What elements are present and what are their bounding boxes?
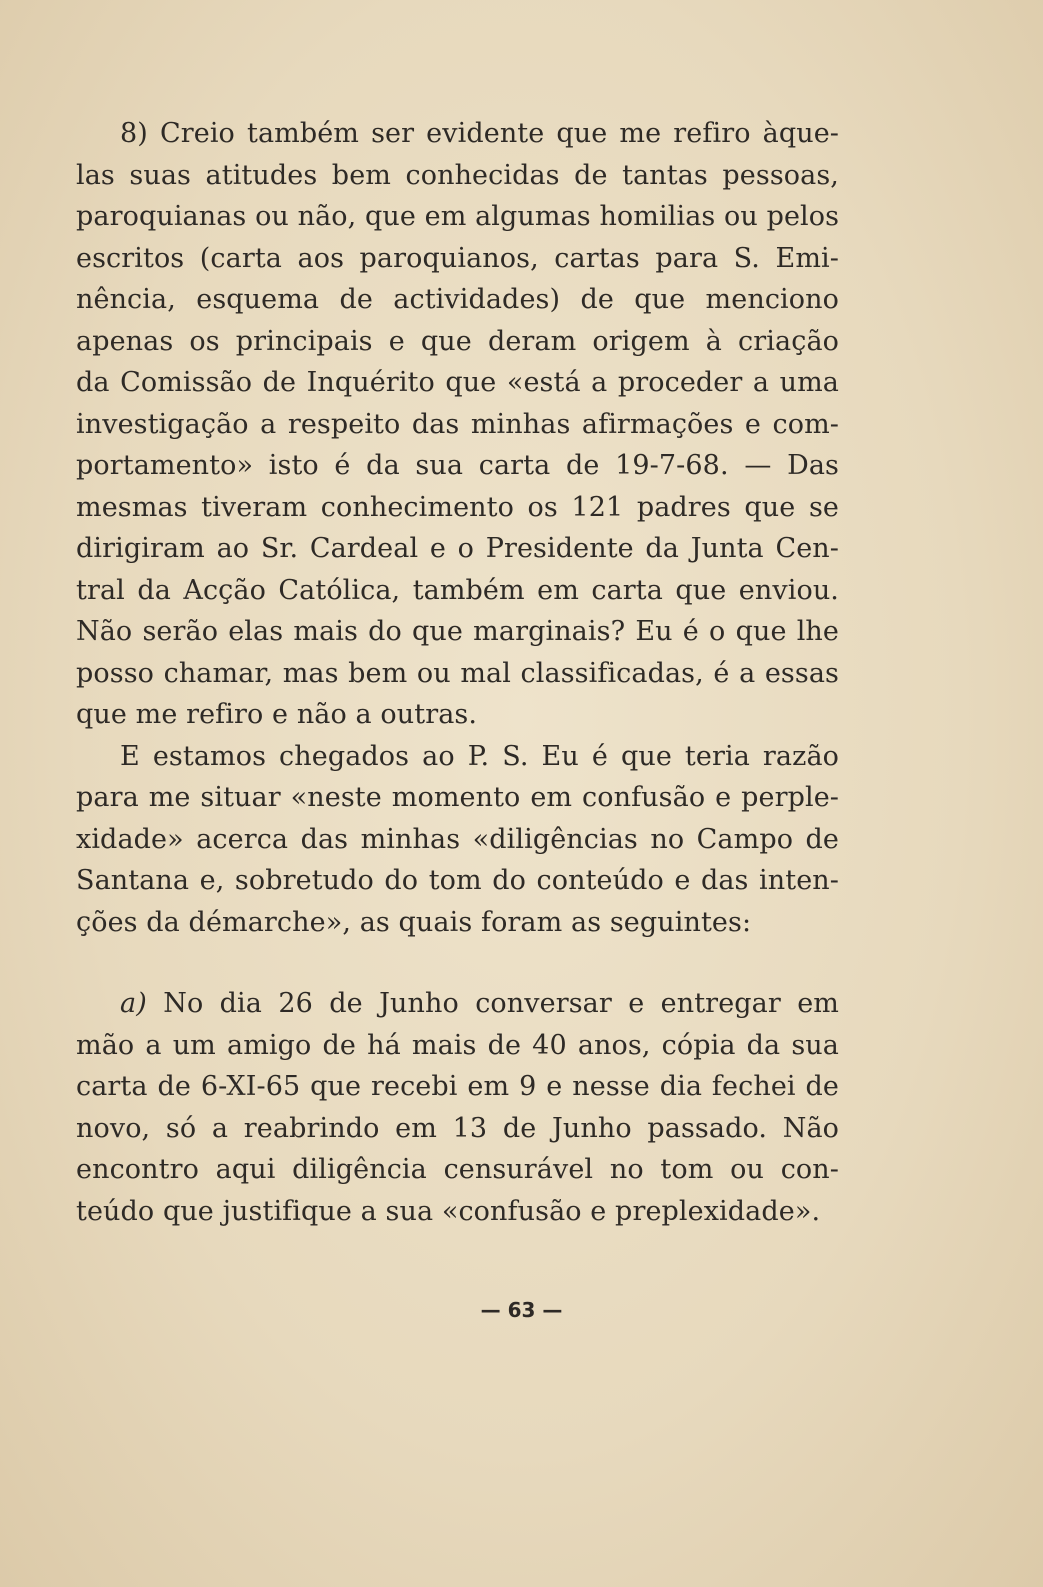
- text-line: que me refiro e não a outras.: [76, 699, 478, 730]
- text-line: Não serão elas mais do que marginais? Eu é o que lhe: [76, 616, 839, 647]
- paragraph-gap: [76, 943, 839, 983]
- text-line: encontro aqui diligência censurável no tom ou con-: [76, 1154, 839, 1185]
- paragraph-item-a: [76, 983, 839, 1232]
- text-line: para me situar «neste momento em confusão e perple-: [76, 782, 839, 813]
- text-line: investigação a respeito das minhas afirmações e com-: [76, 408, 839, 440]
- text-line: escritos (carta aos paroquianos, cartas para S. Emi-: [76, 242, 839, 274]
- text-line: apenas os principais e que deram origem à criação: [76, 325, 839, 357]
- text-line: Santana e, sobretudo do tom do conteúdo e das inten-: [76, 865, 839, 896]
- page-number: — 63 —: [480, 1298, 563, 1322]
- text-line: portamento» isto é da sua carta de 19-7-68. — Das: [76, 450, 839, 481]
- text-line: ções da démarche», as quais foram as seguintes:: [76, 906, 752, 938]
- text-line: 8) Creio também ser evidente que me refiro àque-: [120, 118, 839, 149]
- text-line: paroquianas ou não, que em algumas homilias ou pelos: [76, 201, 840, 232]
- text-line: las suas atitudes bem conhecidas de tantas pessoas,: [76, 159, 839, 191]
- text-line: mesmas tiveram conhecimento os 121 padres que se: [76, 491, 839, 523]
- text-line: mão a um amigo de há mais de 40 anos, cópia da sua: [76, 1029, 839, 1061]
- text-line: posso chamar, mas bem ou mal classificadas, é a essas: [76, 657, 839, 689]
- text-line: novo, só a reabrindo em 13 de Junho passado. Não: [76, 1112, 839, 1144]
- item-label: a): [120, 988, 147, 1019]
- text-line: tral da Acção Católica, também em carta que enviou.: [76, 574, 839, 606]
- text-line: teúdo que justifique a sua «confusão e preplexidade».: [76, 1195, 821, 1227]
- paragraph-8: [76, 113, 839, 736]
- text-line: carta de 6-XI-65 que recebi em 9 e nesse dia fechei de: [76, 1071, 839, 1102]
- text-line: [76, 983, 839, 1025]
- paragraph-ps: [76, 736, 839, 944]
- text-line: nência, esquema de actividades) de que menciono: [76, 284, 839, 315]
- text-line: xidade» acerca das minhas «diligências no Campo de: [76, 823, 839, 855]
- item-text: No dia 26 de Junho conversar e entregar em: [163, 988, 839, 1019]
- page-body: [76, 113, 839, 1232]
- text-line: E estamos chegados ao P. S. Eu é que teria razão: [120, 740, 839, 772]
- text-line: da Comissão de Inquérito que «está a proceder a uma: [76, 367, 839, 398]
- text-line: dirigiram ao Sr. Cardeal e o Presidente da Junta Cen-: [76, 533, 839, 564]
